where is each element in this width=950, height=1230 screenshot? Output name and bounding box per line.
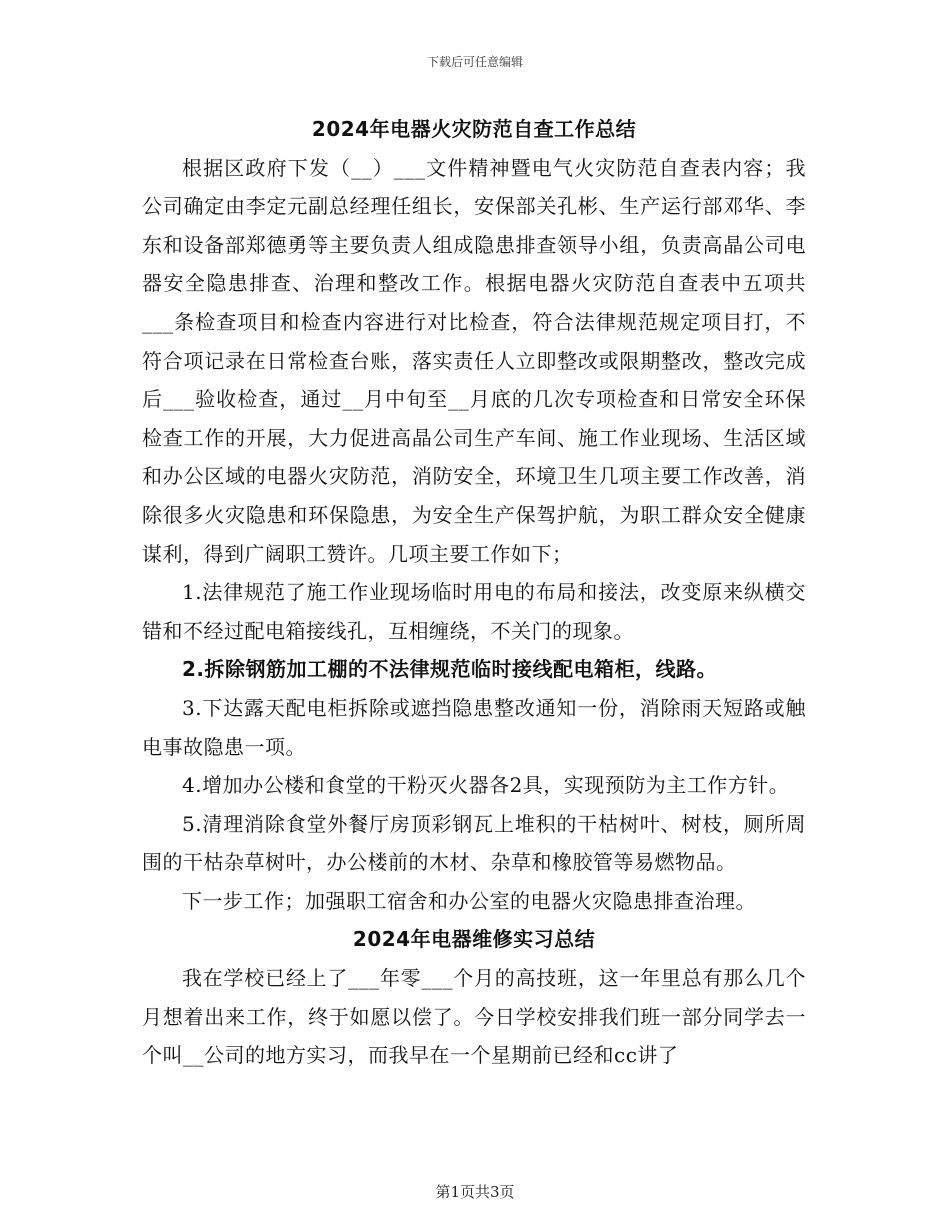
doc2-title: 2024年电器维修实习总结 xyxy=(352,927,596,952)
doc1-item-5: 5.清理消除食堂外餐厅房顶彩钢瓦上堆积的干枯树叶、树枝，厕所周围的干枯杂草树叶，办公楼前的木材、杂草和橡胶管等易燃物品。 xyxy=(142,811,806,875)
doc1-next-step: 下一步工作；加强职工宿舍和办公室的电器火灾隐患排查治理。 xyxy=(182,888,756,913)
doc1-item-2: 2.拆除钢筋加工棚的不法律规范临时接线配电箱柜，线路。 xyxy=(182,657,718,682)
document-body xyxy=(142,110,806,1075)
doc1-item-4: 4.增加办公楼和食堂的干粉灭火器各2具，实现预防为主工作方针。 xyxy=(182,773,790,798)
doc1-paragraph-1: 根据区政府下发（__）___文件精神暨电气火灾防范自查表内容；我公司确定由李定元副总经理任组长，安保部关孔彬、生产运行部邓华、李东和设备部郑德勇等主要负责人组成隐患排查领导小组，负责高晶公司电器安全隐患排查、治理和整改工作。根据电器火灾防范自查表中五项共___条检查项目和检查内容进行对比检查，符合法律规范规定项目打，不符合项记录在日常检查台账，落实责任人立即整改或限期整改，整改完成后___验收检查，通过__月中旬至__月底的几次专项检查和日常安全环保检查工作的开展，大力促进高晶公司生产车间、施工作业现场、生活区域和办公区域的电器火灾防范，消防安全，环境卫生几项主要工作改善，消除很多火灾隐患和环保隐患，为安全生产保驾护航，为职工群众安全健康谋利，得到广阔职工赞许。几项主要工作如下； xyxy=(142,155,806,566)
doc2-paragraph-1: 我在学校已经上了___年零___个月的高技班，这一年里总有那么几个月想着出来工作，终于如愿以偿了。今日学校安排我们班一部分同学去一个叫__公司的地方实习，而我早在一个星期前已经和cc讲了 xyxy=(142,966,806,1068)
doc1-item-3: 3.下达露天配电柜拆除或遮挡隐患整改通知一份，消除雨天短路或触电事故隐患一项。 xyxy=(142,695,806,759)
page-footer: 第1页共3页 xyxy=(435,1183,515,1201)
doc1-item-1: 1.法律规范了施工作业现场临时用电的布局和接法，改变原来纵横交错和不经过配电箱接线孔，互相缠绕，不关门的现象。 xyxy=(142,580,806,643)
doc1-title: 2024年电器火灾防范自查工作总结 xyxy=(311,117,637,141)
header-note: 下载后可任意编辑 xyxy=(426,55,523,69)
